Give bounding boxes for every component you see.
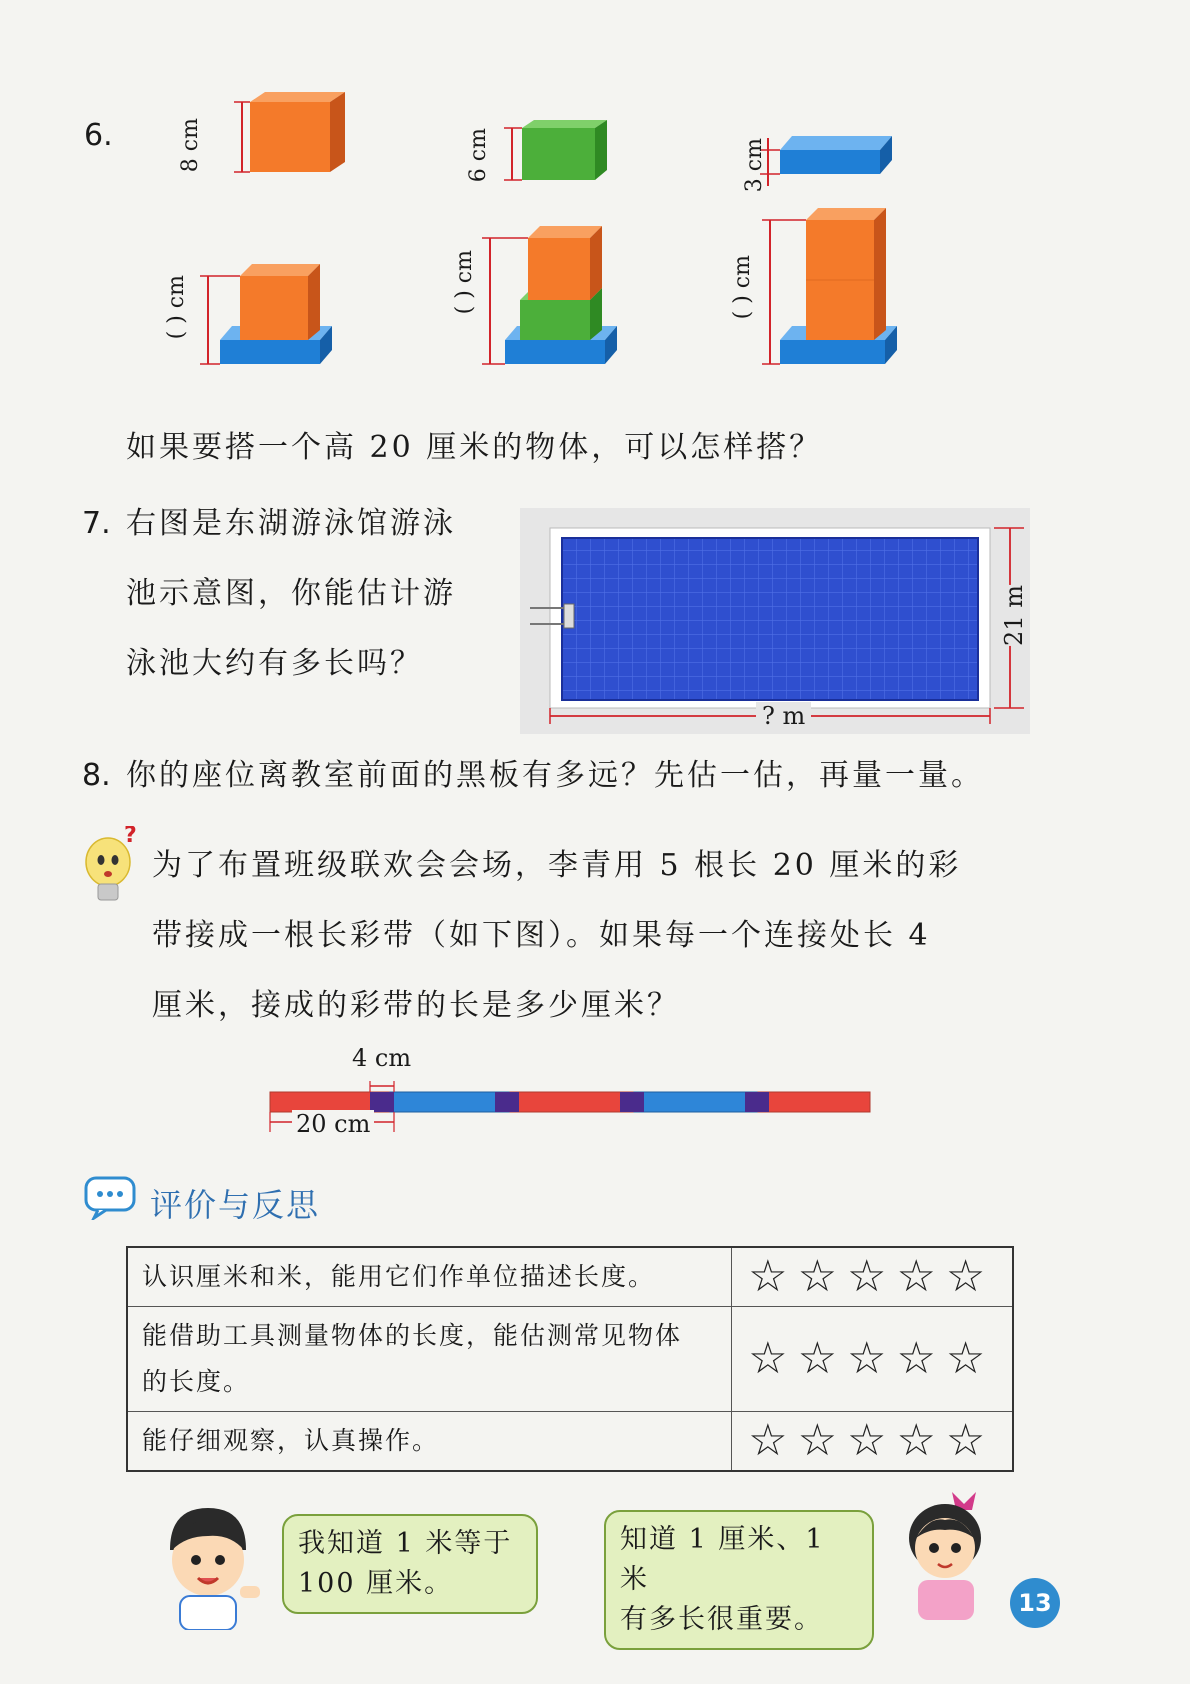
stack-2-figure — [482, 226, 617, 364]
question-8-number: 8. — [82, 758, 111, 793]
boy-bubble-line-1: 我知道 1 米等于 — [298, 1528, 513, 1559]
evaluation-table — [126, 1246, 1014, 1472]
lightbulb-icon — [80, 826, 140, 906]
evaluation-title: 评价与反思 — [150, 1186, 321, 1224]
stack-1-figure — [200, 264, 332, 364]
boy-speech-bubble — [282, 1514, 538, 1614]
pool-width-label: 21 m — [1000, 585, 1028, 646]
chat-bubble-icon — [84, 1176, 136, 1220]
label-3cm: 3 cm — [742, 138, 767, 193]
question-8-text: 你的座位离教室前面的黑板有多远？先估一估，再量一量。 — [126, 758, 984, 793]
girl-bubble-line-2: 有多长很重要。 — [620, 1604, 823, 1635]
eval-criterion: 认识厘米和米，能用它们作单位描述长度。 — [127, 1247, 731, 1307]
think-line-2: 带接成一根长彩带（如下图）。如果每一个连接处长 4 — [152, 918, 931, 953]
label-8cm: 8 cm — [178, 118, 203, 173]
think-line-3: 厘米，接成的彩带的长是多少厘米？ — [152, 988, 680, 1023]
label-6cm: 6 cm — [466, 128, 491, 183]
q6-blocks-figure — [150, 90, 990, 410]
segment-label: 20 cm — [292, 1110, 374, 1138]
star-rating[interactable]: ☆☆☆☆☆ — [731, 1247, 1013, 1307]
girl-character — [890, 1486, 1000, 1626]
swimming-pool-diagram — [520, 508, 1030, 734]
page-number: 13 — [1010, 1578, 1060, 1628]
eval-criterion: 能借助工具测量物体的长度，能估测常见物体的长度。 — [127, 1307, 731, 1412]
question-7-number: 7. — [82, 506, 111, 541]
pool-length-label: ? m — [756, 702, 811, 730]
girl-speech-bubble — [604, 1510, 874, 1650]
question-7-line-1: 右图是东湖游泳馆游泳 — [126, 506, 456, 541]
svg-text:?: ? — [124, 826, 137, 848]
stack-3-answer-label: ( ) cm — [730, 255, 755, 320]
question-6-text: 如果要搭一个高 20 厘米的物体，可以怎样搭？ — [126, 430, 823, 465]
stack-2-answer-label: ( ) cm — [452, 250, 477, 315]
table-row — [127, 1247, 1013, 1307]
green-block-6cm — [504, 120, 607, 180]
table-row — [127, 1412, 1013, 1472]
table-row — [127, 1307, 1013, 1412]
star-rating[interactable]: ☆☆☆☆☆ — [731, 1307, 1013, 1412]
boy-bubble-line-2: 100 厘米。 — [298, 1568, 454, 1599]
star-rating[interactable]: ☆☆☆☆☆ — [731, 1412, 1013, 1472]
stack-1-answer-label: ( ) cm — [164, 275, 189, 340]
question-7-line-3: 泳池大约有多长吗？ — [126, 646, 423, 681]
question-7-line-2: 池示意图，你能估计游 — [126, 576, 456, 611]
girl-bubble-line-1: 知道 1 厘米、1 米 — [620, 1524, 825, 1595]
overlap-label: 4 cm — [352, 1044, 412, 1072]
boy-character — [150, 1500, 270, 1630]
stack-3-figure — [762, 208, 897, 364]
eval-criterion: 能仔细观察，认真操作。 — [127, 1412, 731, 1472]
blue-block-3cm — [760, 136, 892, 186]
question-6-number: 6. — [84, 118, 113, 153]
think-line-1: 为了布置班级联欢会会场，李青用 5 根长 20 厘米的彩 — [152, 848, 962, 883]
orange-block-8cm — [234, 92, 345, 172]
